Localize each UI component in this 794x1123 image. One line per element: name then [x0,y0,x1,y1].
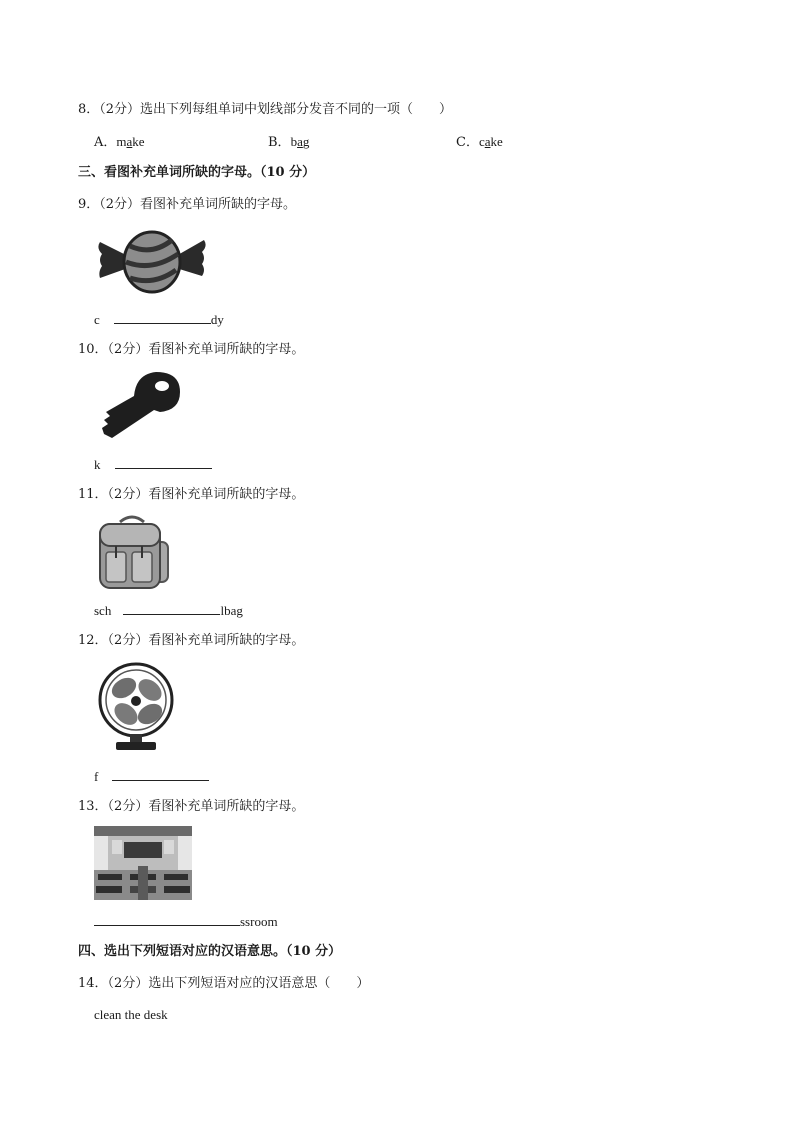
question-10-blank[interactable] [115,456,212,469]
option-a-letter: A． [94,135,117,150]
question-9-blank[interactable] [114,311,211,324]
question-12-answer-line [94,768,209,786]
question-11-blank[interactable] [123,602,220,615]
option-a-word-post: ke [132,134,145,149]
question-10-prefix: k [94,457,101,472]
question-9-stem: 9．（2分）看图补充单词所缺的字母。 [78,197,297,212]
option-b[interactable] [268,134,309,151]
question-14-phrase: clean the desk [94,1007,168,1022]
question-12-prefix: f [94,769,99,784]
option-c-word-underlined: a [484,134,491,149]
option-b-word-underlined: a [297,134,303,149]
question-14-stem: 14．（2分）选出下列短语对应的汉语意思（ ） [78,976,370,991]
option-b-word-pre: b [290,134,298,149]
option-a-word-underlined: a [126,134,133,149]
question-10-answer-line [94,456,212,474]
question-13-stem: 13．（2分）看图补充单词所缺的字母。 [78,799,305,814]
section-3-title: 三、看图补充单词所缺的字母。（10 分） [78,165,316,180]
question-11-suffix: lbag [220,603,243,618]
question-13-answer-line [94,913,278,931]
question-8-stem: 8．（2分）选出下列每组单词中划线部分发音不同的一项（ ） [78,102,453,117]
key-image [94,370,182,440]
classroom-image [94,826,192,900]
option-c[interactable] [456,134,503,151]
candy-image [96,226,208,296]
option-a[interactable] [94,134,145,151]
fan-image [96,660,176,754]
section-4-title: 四、选出下列短语对应的汉语意思。（10 分） [78,944,342,959]
question-9-answer-line [94,311,224,329]
option-c-word-post: ke [490,134,503,149]
question-9-suffix: dy [210,312,224,327]
schoolbag-image [94,512,172,592]
option-a-word-pre: m [116,134,127,149]
question-12-stem: 12．（2分）看图补充单词所缺的字母。 [78,633,305,648]
option-c-word-pre: c [478,134,485,149]
question-9-prefix: c [94,312,100,327]
question-12-blank[interactable] [112,768,209,781]
question-11-answer-line [94,602,243,620]
question-13-suffix: ssroom [240,914,278,929]
question-11-prefix: sch [94,603,112,618]
question-13-blank[interactable] [94,913,240,926]
question-10-stem: 10．（2分）看图补充单词所缺的字母。 [78,342,305,357]
question-11-stem: 11．（2分）看图补充单词所缺的字母。 [78,487,305,502]
option-c-letter: C． [456,135,479,150]
option-b-letter: B． [268,135,291,150]
option-b-word-post: g [302,134,310,149]
